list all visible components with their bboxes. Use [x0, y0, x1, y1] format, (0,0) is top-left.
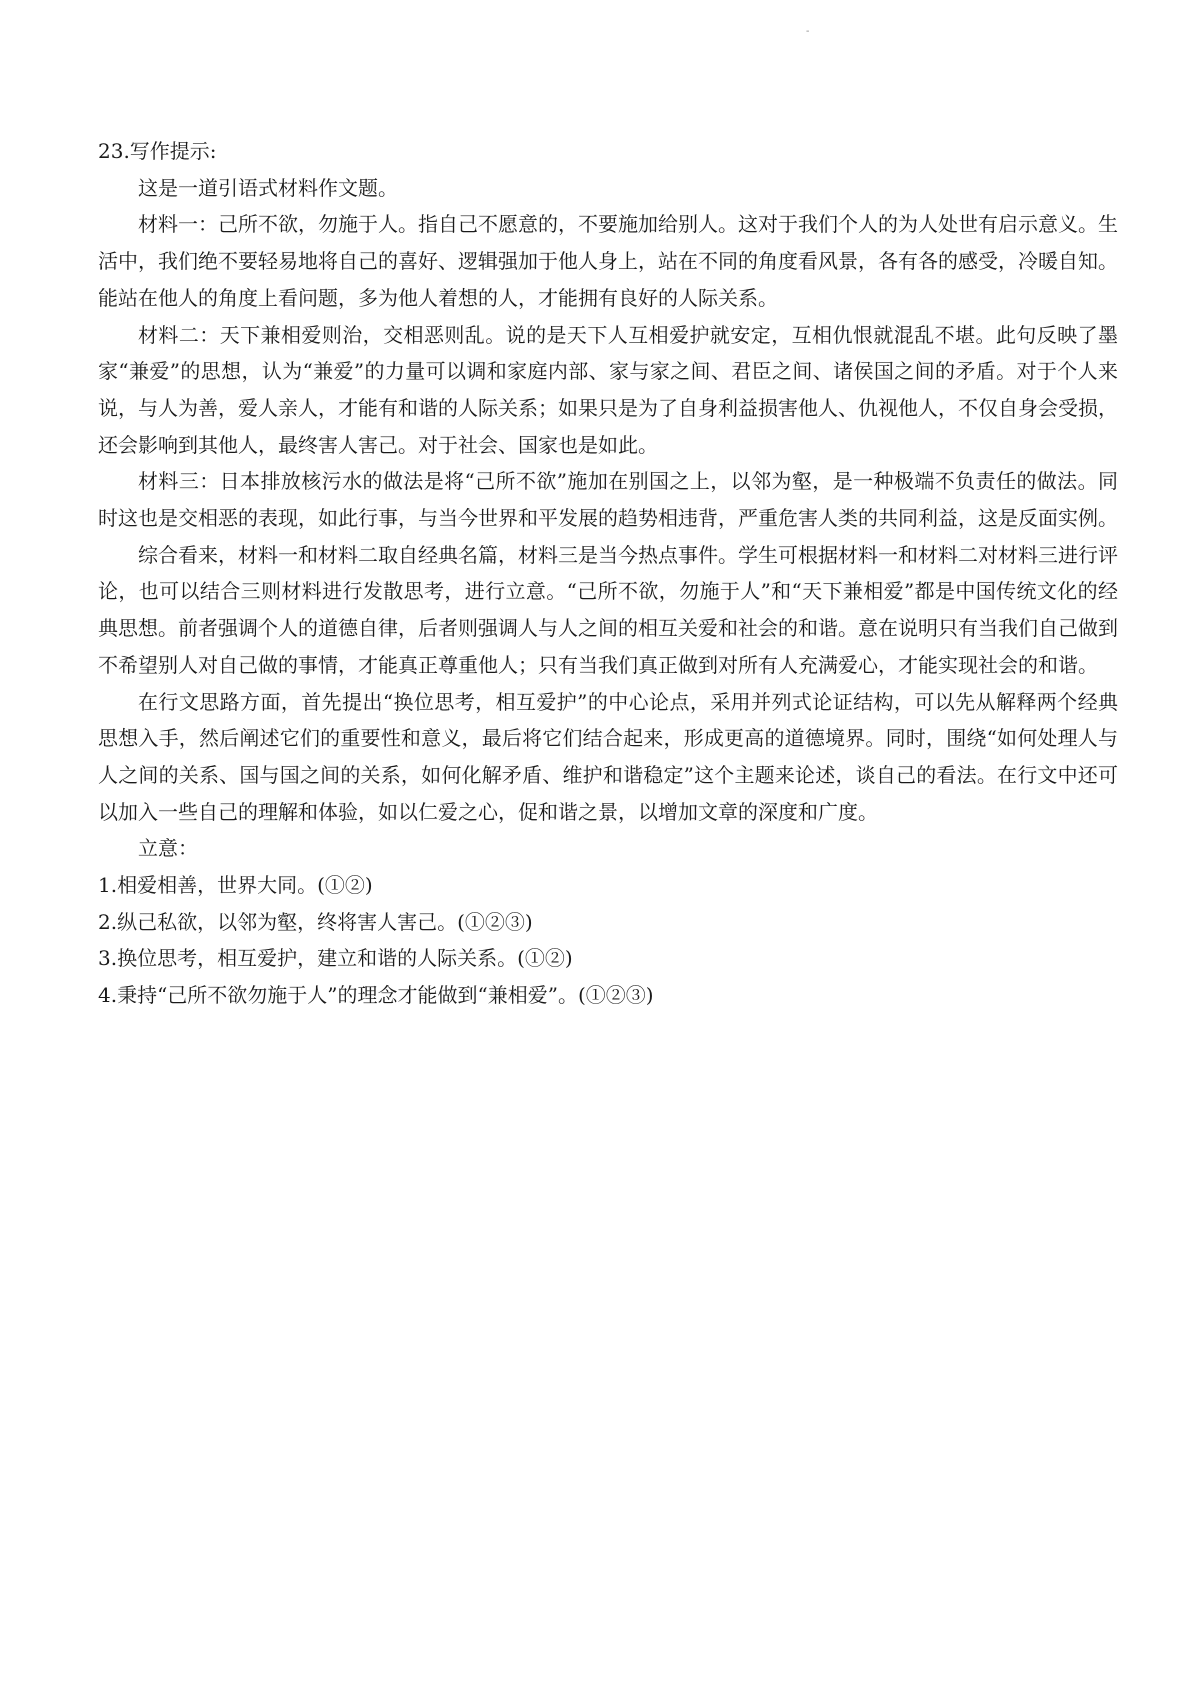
- paragraph-material-three: 材料三：日本排放核污水的做法是将“己所不欲”施加在别国之上，以邻为壑，是一种极端不负责任的做法。同时这也是交相恶的表现，如此行事，与当今世界和平发展的趋势相违背，严重危害人类的共同利益，这是反面实例。: [98, 469, 1118, 531]
- paragraph-intro: 这是一道引语式材料作文题。: [138, 175, 398, 200]
- paragraph-synthesis: 综合看来，材料一和材料二取自经典名篇，材料三是当今热点事件。学生可根据材料一和材料二对材料三进行评论，也可以结合三则材料进行发散思考，进行立意。“己所不欲，勿施于人”和“天下兼相爱”都是中国传统文化的经典思想。前者强调个人的道德自律，后者则强调人与人之间的相互关爱和社会的和谐。意在说明只有当我们自己做到不希望别人对自己做的事情，才能真正尊重他人；只有当我们真正做到对所有人充满爱心，才能实现社会的和谐。: [98, 542, 1118, 677]
- paragraph-theme-label: 立意：: [138, 836, 198, 861]
- document-body: [98, 133, 1118, 1014]
- idea-item: 4.秉持“己所不欲勿施于人”的理念才能做到“兼相爱”。(①②③): [98, 983, 654, 1008]
- idea-item: 3.换位思考，相互爱护，建立和谐的人际关系。(①②): [98, 946, 573, 971]
- paragraph-writing-approach: 在行文思路方面，首先提出“换位思考，相互爱护”的中心论点，采用并列式论证结构，可以先从解释两个经典思想入手，然后阐述它们的重要性和意义，最后将它们结合起来，形成更高的道德境界。同时，围绕“如何处理人与人之间的关系、国与国之间的关系，如何化解矛盾、维护和谐稳定”这个主题来论述，谈自己的看法。在行文中还可以加入一些自己的理解和体验，如以仁爱之心，促和谐之景，以增加文章的深度和广度。: [98, 689, 1118, 824]
- idea-item: 2.纵己私欲，以邻为壑，终将害人害己。(①②③): [98, 909, 533, 934]
- paragraph-material-two: 材料二：天下兼相爱则治，交相恶则乱。说的是天下人互相爱护就安定，互相仇恨就混乱不堪。此句反映了墨家“兼爱”的思想，认为“兼爱”的力量可以调和家庭内部、家与家之间、君臣之间、诸侯国之间的矛盾。对于个人来说，与人为善，爱人亲人，才能有和谐的人际关系；如果只是为了自身利益损害他人、仇视他人，不仅自身会受损，还会影响到其他人，最终害人害己。对于社会、国家也是如此。: [98, 322, 1118, 457]
- paragraph-material-one: 材料一：己所不欲，勿施于人。指自己不愿意的，不要施加给别人。这对于我们个人的为人处世有启示意义。生活中，我们绝不要轻易地将自己的喜好、逻辑强加于他人身上，站在不同的角度看风景，各有各的感受，冷暖自知。能站在他人的角度上看问题，多为他人着想的人，才能拥有良好的人际关系。: [98, 212, 1118, 310]
- page-mark: -: [806, 26, 810, 37]
- idea-item: 1.相爱相善，世界大同。(①②): [98, 873, 373, 898]
- section-heading: 23.写作提示:: [98, 139, 217, 163]
